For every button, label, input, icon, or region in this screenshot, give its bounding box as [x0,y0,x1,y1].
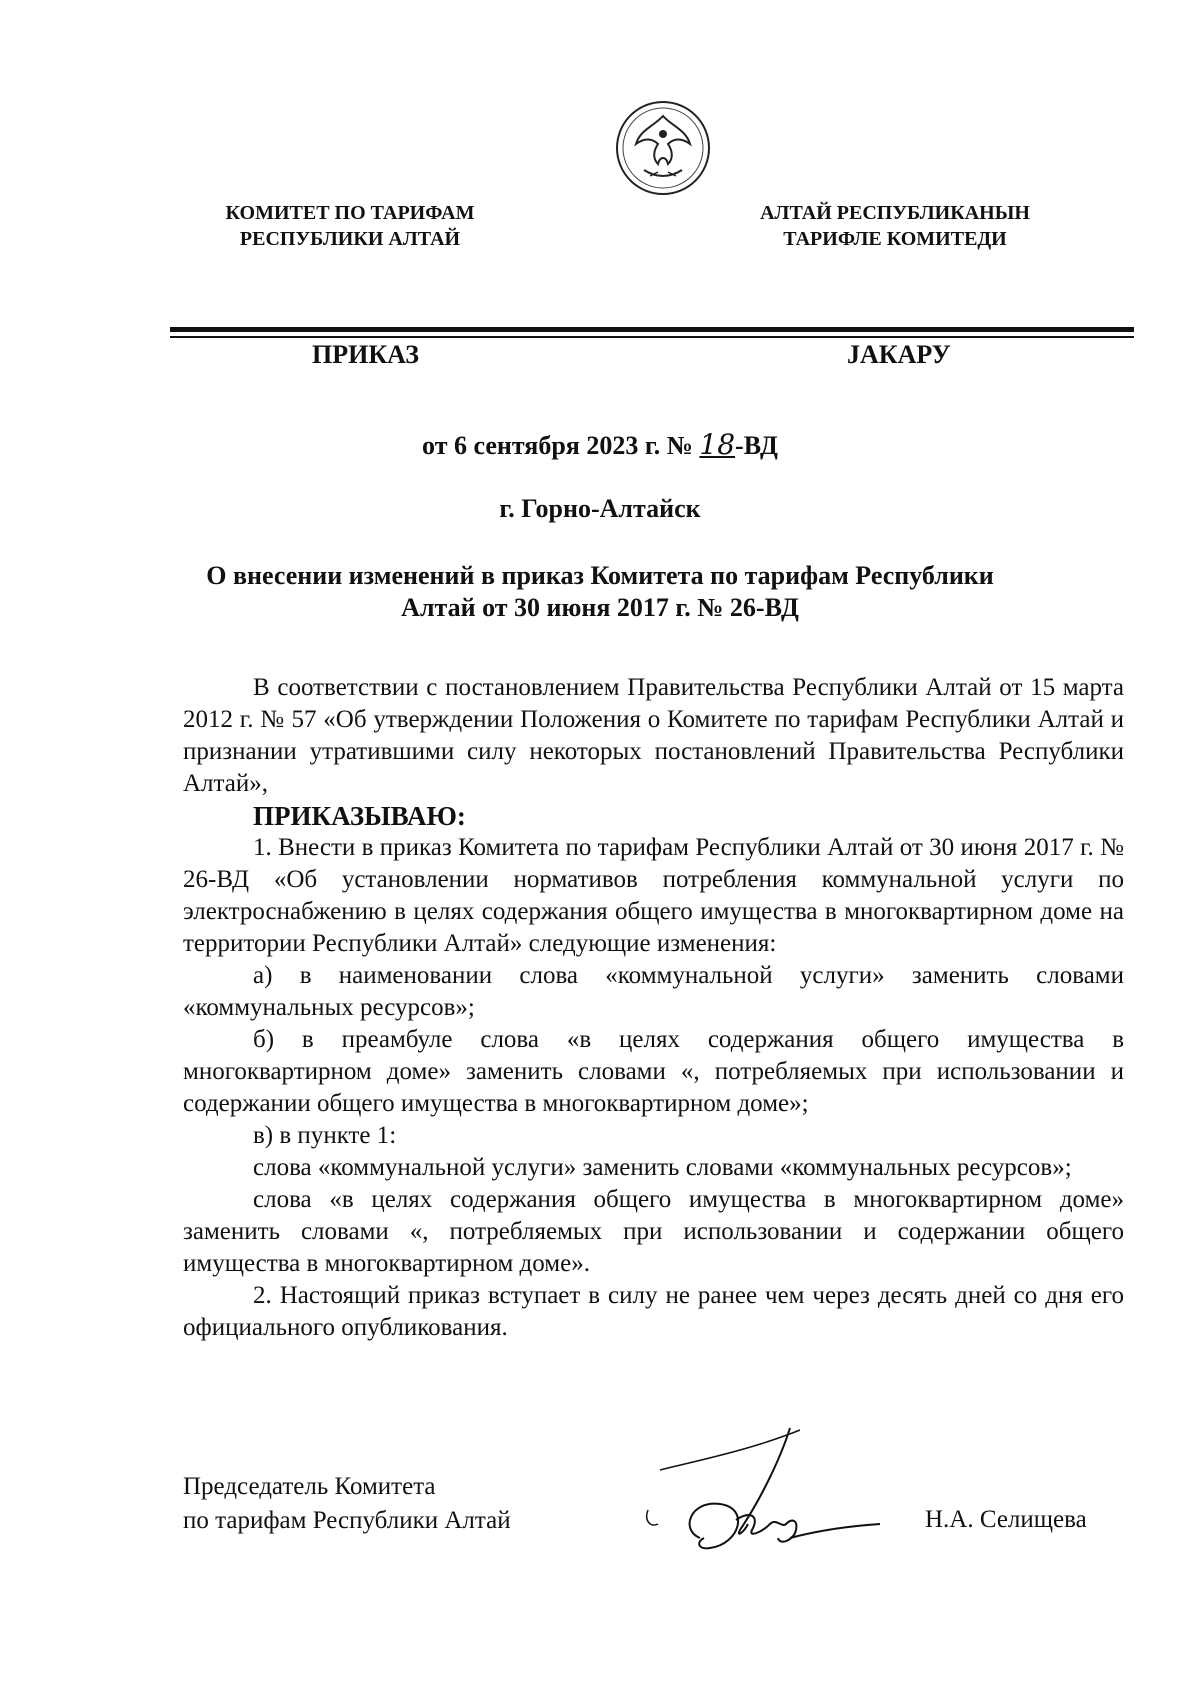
order-body [183,672,1124,1344]
order-subject [0,560,1200,624]
header-right [730,200,1060,252]
header-left [195,200,505,252]
order-number-suffix: -ВД [735,431,778,460]
body-item-1a: а) в наименовании слова «коммунальной услуги» заменить словами «коммунальных ресурсов»; [183,962,1124,1021]
body-item-1v-1: слова «коммунальной услуги» заменить словами «коммунальных ресурсов»; [253,1154,1072,1181]
header-left-line1: КОМИТЕТ ПО ТАРИФАМ [225,202,475,224]
signatory-position-line1: Председатель Комитета [183,1473,436,1500]
signatory-name: Н.А. Селищева [925,1506,1087,1533]
header-right-line2: ТАРИФЛЕ КОМИТЕДИ [783,228,1007,250]
header-right-line1: АЛТАЙ РЕСПУБЛИКАНЫН [760,202,1030,224]
altai-republic-emblem-icon [614,98,712,198]
body-item-1: 1. Внести в приказ Комитета по тарифам Республики Алтай от 30 июня 2017 г. № 26-ВД «Об установлении нормативов потребления коммунальной услуги по электроснабжению в целях содержания общего имущества в многоквартирном доме на территории Республики Алтай» следующие изменения: [183,834,1124,957]
order-date-line [0,428,1200,461]
order-city: г. Горно-Алтайск [499,494,701,523]
header-left-line2: РЕСПУБЛИКИ АЛТАЙ [239,228,461,250]
header-divider-thick [170,327,1134,332]
body-preamble: В соответствии с постановлением Правительства Республики Алтай от 15 марта 2012 г. № 57 «Об утверждении Положения о Комитете по тарифам Республики Алтай и признании утратившими силу некоторых постановлений Правительства Республики Алтай», [183,674,1124,797]
order-title-alt: JАКАРУ [847,340,951,369]
body-command: ПРИКАЗЫВАЮ: [253,801,466,831]
handwritten-signature [640,1420,920,1570]
body-item-1v-2: слова «в целях содержания общего имущества в многоквартирном доме» заменить словами «, потребляемых при использовании и содержании общего имущества в многоквартирном доме». [183,1186,1124,1277]
order-number: 18 [699,428,736,461]
header-divider-thin [170,336,1134,338]
order-title-ru: ПРИКАЗ [312,340,420,369]
order-subject-line2: Алтай от 30 июня 2017 г. № 26-ВД [401,593,799,622]
body-item-1v: в) в пункте 1: [253,1122,397,1149]
signatory-position [183,1470,511,1538]
order-date-prefix: от 6 сентября 2023 г. № [422,431,693,460]
body-item-1b: б) в преамбуле слова «в целях содержания общего имущества в многоквартирном доме» заменить словами «, потребляемых при использовании и содержании общего имущества в многоквартирном доме»; [183,1026,1124,1117]
body-item-2: 2. Настоящий приказ вступает в силу не ранее чем через десять дней со дня его официального опубликования. [183,1282,1124,1341]
signatory-position-line2: по тарифам Республики Алтай [183,1507,511,1534]
order-subject-line1: О внесении изменений в приказ Комитета по тарифам Республики [206,561,994,590]
